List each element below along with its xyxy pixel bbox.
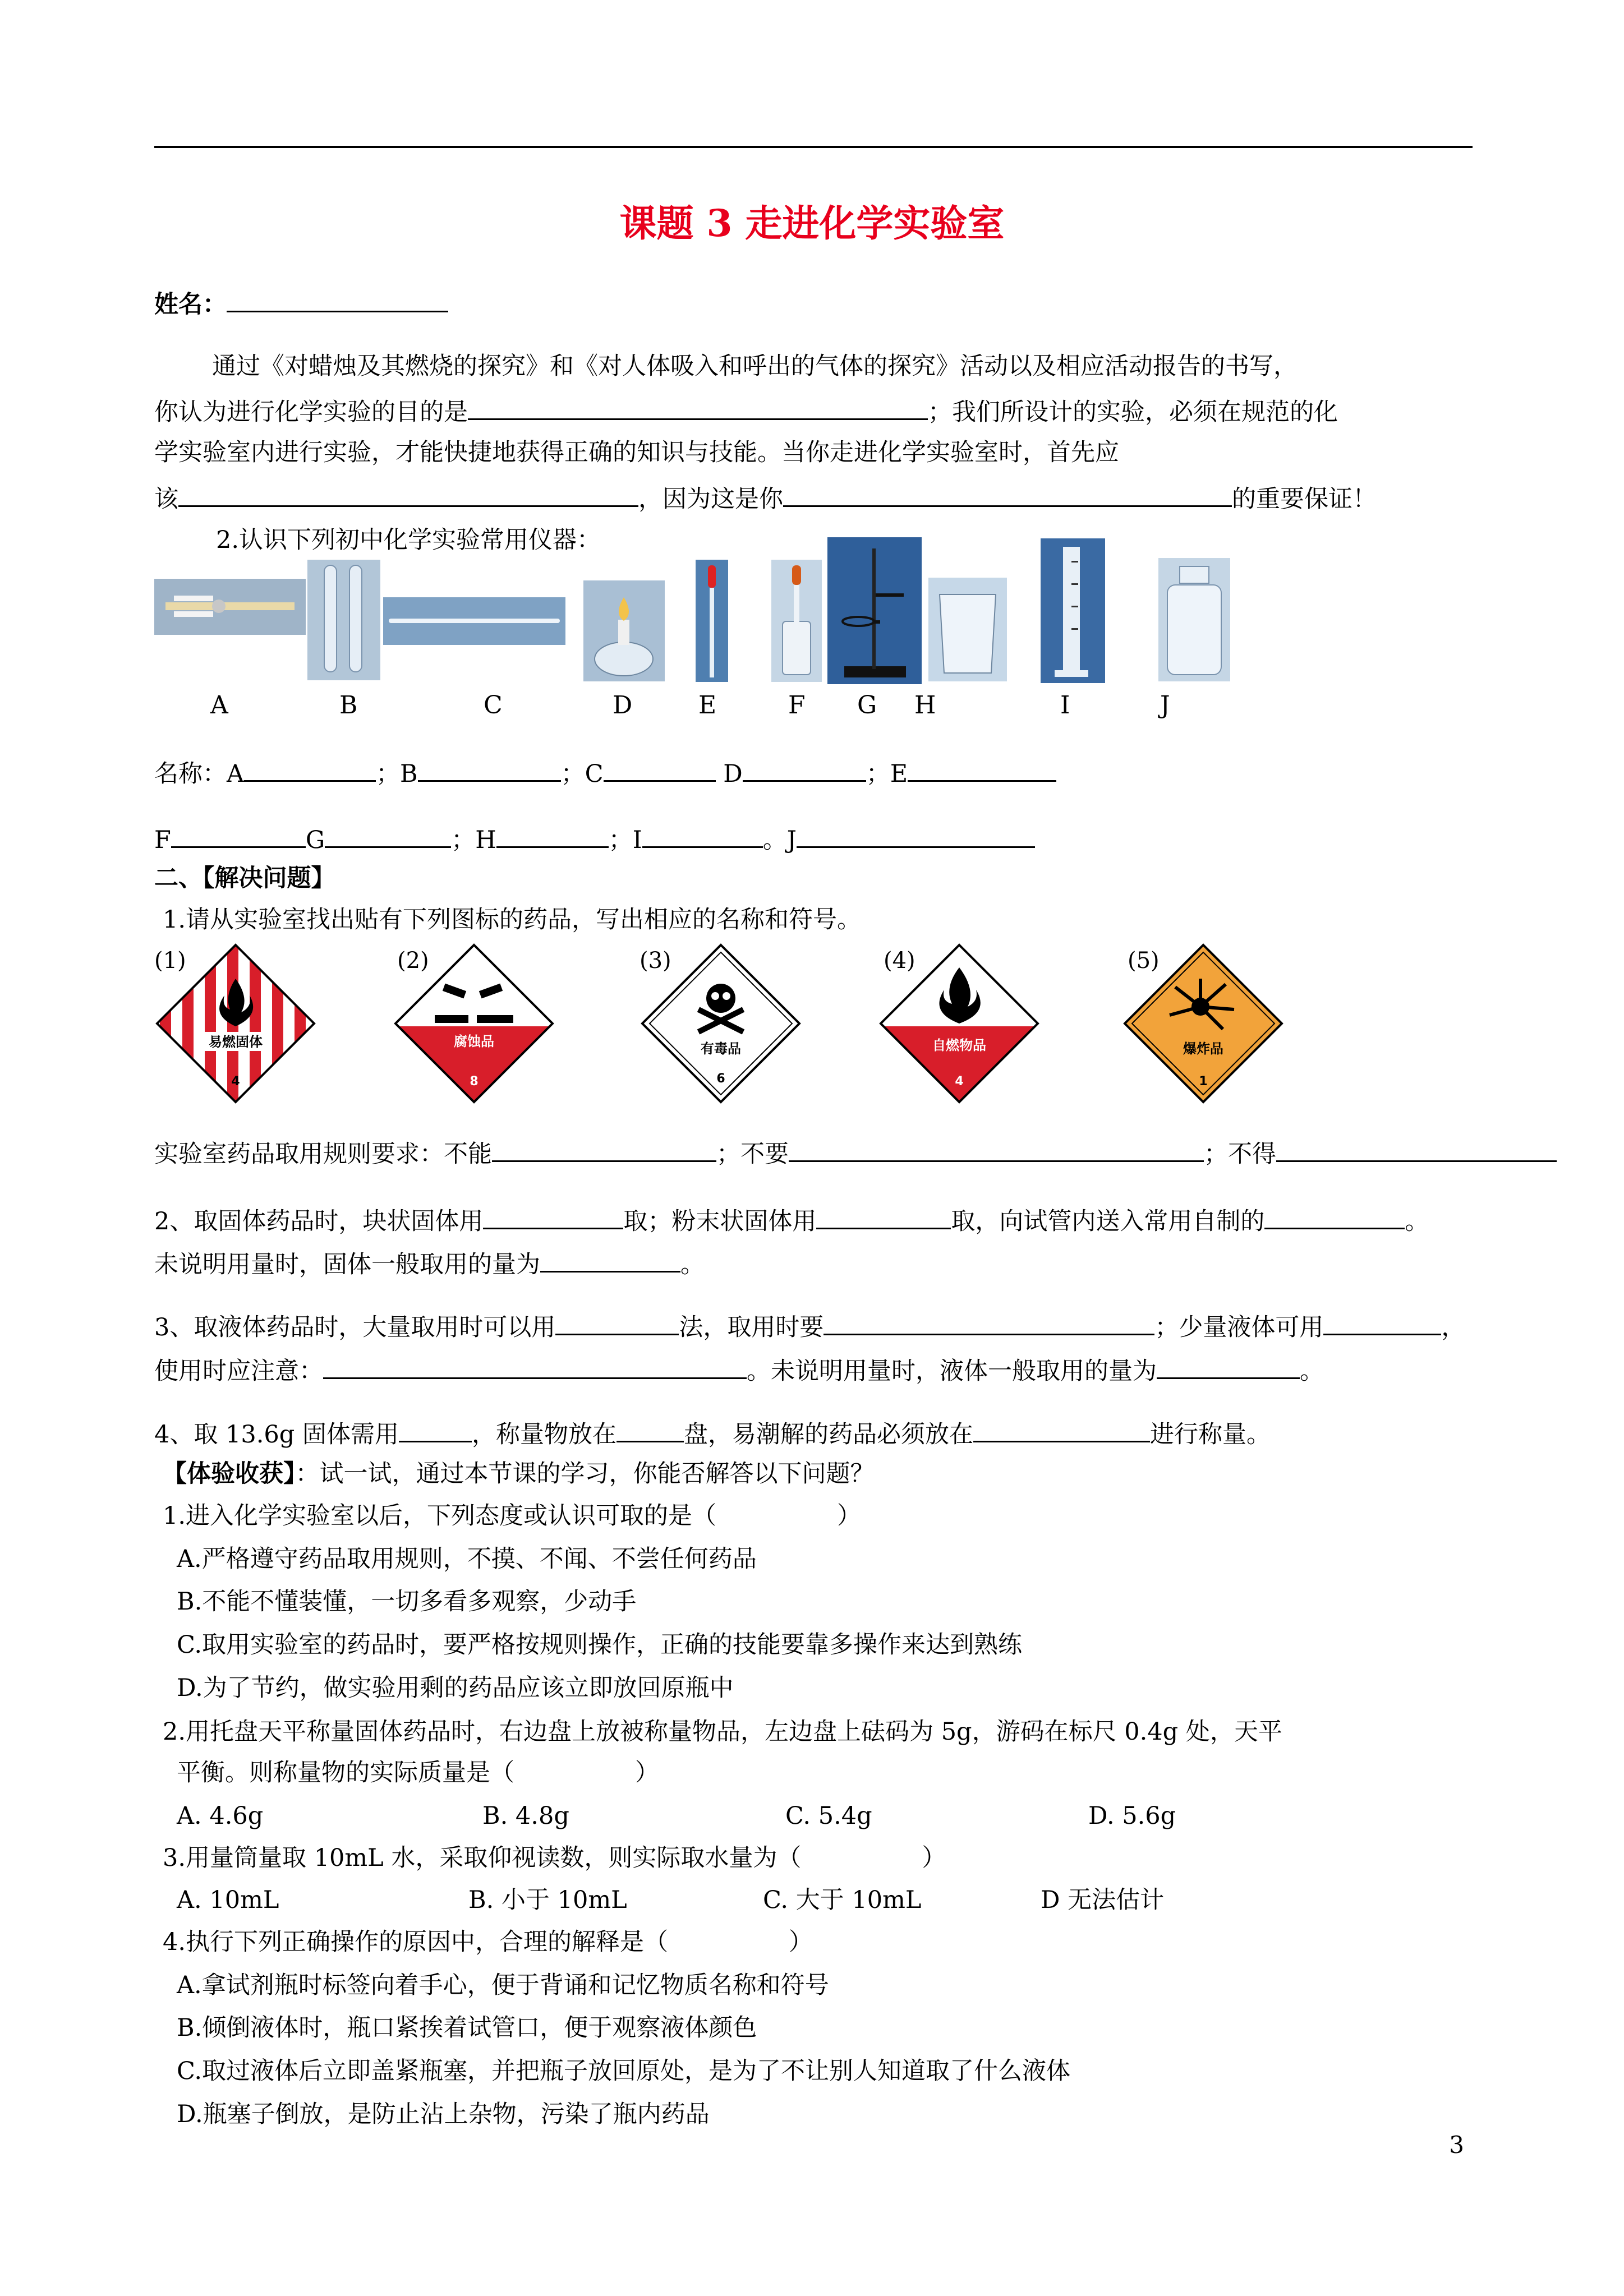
sign-class: 8: [470, 1075, 479, 1089]
sign-number: (5): [1128, 948, 1160, 974]
intro-text: 的重要保证！: [1232, 485, 1377, 513]
sign-text: 腐蚀品: [454, 1034, 494, 1049]
alcohol-lamp-icon: [583, 580, 665, 681]
mc-1-stem: 1.进入化学实验室以后，下列态度或认识可取的是（ ）: [163, 1502, 862, 1530]
explosive-sign-icon: [1122, 942, 1285, 1105]
instrument-label: F: [788, 691, 806, 720]
mc-2-option-d[interactable]: D. 5.6g: [1088, 1802, 1176, 1830]
rules-line: [154, 1136, 1557, 1170]
sign-text: 爆炸品: [1183, 1041, 1223, 1057]
answer-blank[interactable]: [1323, 1309, 1441, 1335]
question-text: 4、取 13.6g 固体需用: [154, 1421, 399, 1449]
question-text: 。: [1300, 1357, 1324, 1385]
names-row-1: [154, 755, 1056, 790]
name-blank[interactable]: [227, 286, 448, 312]
instrument-label: B: [339, 691, 358, 720]
dropper-icon: [696, 560, 728, 682]
answer-blank[interactable]: [973, 1416, 1150, 1442]
question-text: 取，向试管内送入常用自制的: [951, 1207, 1265, 1235]
toxic-sign-icon: [640, 942, 802, 1105]
wide-mouth-bottle-icon: [1158, 558, 1230, 681]
answer-blank[interactable]: [468, 394, 928, 420]
names-row-2: [154, 822, 1035, 856]
question-text: 使用时应注意：: [154, 1357, 323, 1385]
flammable-solid-sign-icon: [154, 942, 317, 1105]
mc-2-stem-2: 平衡。则称量物的实际质量是（ ）: [177, 1759, 659, 1787]
mc-4-option-d[interactable]: D.瓶塞子倒放，是防止沾上杂物，污染了瓶内药品: [177, 2100, 710, 2128]
question-text: 取；粉末状固体用: [623, 1207, 817, 1235]
names-label: G: [305, 826, 325, 854]
answer-blank[interactable]: [783, 481, 1232, 507]
question-text: 未说明用量时，固体一般取用的量为: [154, 1251, 540, 1279]
experience-heading: [163, 1458, 875, 1490]
names-label: 。J: [762, 826, 797, 854]
answer-blank[interactable]: [1276, 1136, 1557, 1162]
answer-blank[interactable]: [743, 755, 866, 782]
section-2-heading: 二、【解决问题】: [154, 864, 335, 892]
question-text: 法，取用时要: [679, 1313, 824, 1341]
mc-1-option-a[interactable]: A.严格遵守药品取用规则，不摸、不闻、不尝任何药品: [177, 1545, 757, 1573]
mc-4-option-c[interactable]: C.取过液体后立即盖紧瓶塞，并把瓶子放回原处，是为了不让别人知道取了什么液体: [177, 2057, 1071, 2085]
mc-3-option-a[interactable]: A. 10mL: [177, 1886, 279, 1914]
name-field: [154, 286, 448, 320]
mc-1-option-c[interactable]: C.取用实验室的药品时，要严格按规则操作，正确的技能要靠多操作来达到熟练: [177, 1631, 1023, 1659]
answer-blank[interactable]: [244, 755, 376, 782]
mc-2-stem-1: 2.用托盘天平称量固体药品时，右边盘上放被称量物品，左边盘上砝码为 5g，游码在标尺 0.4g 处，天平: [163, 1718, 1282, 1746]
question-4: [154, 1416, 1271, 1450]
mc-3-stem: 3.用量筒量取 10mL 水，采取仰视读数，则实际取水量为（ ）: [163, 1844, 946, 1872]
intro-line-2: [154, 394, 1338, 428]
question-text: ；不要: [716, 1140, 789, 1168]
experience-intro: ：试一试，通过本节课的学习，你能否解答以下问题？: [295, 1460, 875, 1488]
mc-3-option-c[interactable]: C. 大于 10mL: [763, 1886, 922, 1914]
intro-line-4: [154, 481, 1377, 515]
question-3-line-1: [154, 1309, 1465, 1343]
answer-blank[interactable]: [483, 1203, 623, 1229]
sign-class: 6: [716, 1072, 725, 1086]
sign-class: 4: [231, 1075, 240, 1089]
sign-number: (1): [154, 948, 186, 974]
answer-blank[interactable]: [492, 1136, 716, 1162]
glass-rod-icon: [383, 597, 565, 645]
mc-4-option-a[interactable]: A.拿试剂瓶时标签向着手心，便于背诵和记忆物质名称和符号: [177, 1971, 829, 1999]
page-number: 3: [1449, 2131, 1464, 2159]
mc-1-option-b[interactable]: B.不能不懂装懂，一切多看多观察，少动手: [177, 1588, 637, 1616]
answer-blank[interactable]: [789, 1136, 1204, 1162]
sign-class: 1: [1199, 1075, 1208, 1089]
question-text: 进行称量。: [1149, 1421, 1271, 1449]
intro-text: ，因为这是你: [638, 485, 783, 513]
instrument-label: C: [484, 691, 503, 720]
question-1: 1.请从实验室找出贴有下列图标的药品，写出相应的名称和符号。: [163, 906, 862, 934]
sign-class: 4: [955, 1075, 964, 1089]
answer-blank[interactable]: [325, 822, 451, 848]
intro-line-3: 学实验室内进行实验，才能快捷地获得正确的知识与技能。当你走进化学实验室时，首先应: [154, 439, 1119, 467]
question-text: ；不得: [1204, 1140, 1276, 1168]
question-text: 2、取固体药品时，块状固体用: [154, 1207, 484, 1235]
sign-number: (4): [884, 948, 915, 974]
answer-blank[interactable]: [797, 822, 1035, 848]
mc-2-option-c[interactable]: C. 5.4g: [785, 1802, 872, 1830]
question-3-line-2: [154, 1353, 1324, 1387]
instrument-label: H: [914, 691, 936, 720]
names-label: ；I: [608, 826, 642, 854]
dropper-bottle-icon: [771, 560, 822, 682]
instrument-label: I: [1060, 691, 1070, 720]
experience-title: 【体验收获】: [163, 1460, 296, 1488]
sign-number: (2): [397, 948, 429, 974]
answer-blank[interactable]: [1157, 1353, 1300, 1379]
question-text: 3、取液体药品时，大量取用时可以用: [154, 1313, 556, 1341]
spontaneously-combustible-sign-icon: [878, 942, 1041, 1105]
names-label: ；C: [560, 760, 604, 788]
answer-blank[interactable]: [823, 1309, 1154, 1335]
sign-text: 自燃物品: [932, 1038, 986, 1053]
question-text: 。未说明用量时，液体一般取用的量为: [747, 1357, 1157, 1385]
sign-text: 易燃固体: [209, 1034, 263, 1050]
answer-blank[interactable]: [908, 755, 1056, 782]
instrument-label: G: [857, 691, 877, 720]
mc-3-option-d[interactable]: D 无法估计: [1041, 1886, 1165, 1914]
instrument-label: D: [613, 691, 633, 720]
question-text: 。: [1405, 1207, 1429, 1235]
answer-blank[interactable]: [617, 1416, 684, 1442]
question-2-line-2: [154, 1246, 705, 1280]
question-text: ，: [1441, 1313, 1466, 1341]
top-rule: [154, 146, 1473, 148]
instruments-heading: 2.认识下列初中化学实验常用仪器：: [216, 526, 601, 554]
answer-blank[interactable]: [178, 481, 638, 507]
names-label: 名称：A: [154, 760, 245, 788]
question-2-line-1: [154, 1203, 1429, 1237]
answer-blank[interactable]: [555, 1309, 679, 1335]
answer-blank[interactable]: [604, 755, 716, 782]
question-text: ；少量液体可用: [1154, 1313, 1324, 1341]
mc-3-option-b[interactable]: B. 小于 10mL: [468, 1886, 627, 1914]
question-text: 盘，易潮解的药品必须放在: [683, 1421, 973, 1449]
mc-4-option-b[interactable]: B.倾倒液体时，瓶口紧挨着试管口，便于观察液体颜色: [177, 2014, 757, 2042]
intro-text: ；我们所设计的实验，必须在规范的化: [928, 398, 1338, 426]
instrument-label: J: [1160, 691, 1170, 720]
names-label: ；B: [376, 760, 418, 788]
answer-blank[interactable]: [399, 1416, 472, 1442]
question-text: ，称量物放在: [471, 1421, 617, 1449]
answer-blank[interactable]: [323, 1353, 747, 1379]
name-label: 姓名：: [154, 291, 227, 319]
page-title: 课题 3 走进化学实验室: [619, 201, 1005, 245]
answer-blank[interactable]: [171, 822, 306, 848]
instrument-label: A: [210, 691, 228, 720]
names-label: ；E: [866, 760, 908, 788]
mc-2-option-a[interactable]: A. 4.6g: [177, 1802, 264, 1830]
intro-text: 你认为进行化学实验的目的是: [154, 398, 468, 426]
sign-text: 有毒品: [701, 1041, 741, 1057]
names-label: F: [154, 826, 171, 854]
mc-2-option-b[interactable]: B. 4.8g: [482, 1802, 569, 1830]
answer-blank[interactable]: [540, 1246, 680, 1273]
sign-number: (3): [640, 948, 671, 974]
question-text: 。: [680, 1251, 705, 1279]
answer-blank[interactable]: [496, 822, 609, 848]
mc-1-option-d[interactable]: D.为了节约，做实验用剩的药品应该立即放回原瓶中: [177, 1674, 734, 1702]
answer-blank[interactable]: [642, 822, 763, 848]
intro-line-1: 通过《对蜡烛及其燃烧的探究》和《对人体吸入和呼出的气体的探究》活动以及相应活动报告的书写，: [212, 352, 1298, 380]
intro-text: 该: [154, 485, 178, 513]
answer-blank[interactable]: [418, 755, 561, 782]
instrument-label: E: [698, 691, 717, 720]
names-label: D: [723, 760, 743, 788]
corrosive-sign-icon: [393, 942, 555, 1105]
test-tube-holder-icon: [154, 579, 306, 635]
beaker-icon: [928, 578, 1007, 681]
question-text: 实验室药品取用规则要求：不能: [154, 1140, 492, 1168]
iron-stand-icon: [827, 537, 922, 684]
answer-blank[interactable]: [816, 1203, 951, 1229]
names-label: ；H: [451, 826, 496, 854]
mc-4-stem: 4.执行下列正确操作的原因中，合理的解释是（ ）: [163, 1928, 813, 1956]
answer-blank[interactable]: [1264, 1203, 1405, 1229]
graduated-cylinder-icon: [1041, 538, 1105, 683]
test-tube-rack-icon: [307, 560, 380, 680]
